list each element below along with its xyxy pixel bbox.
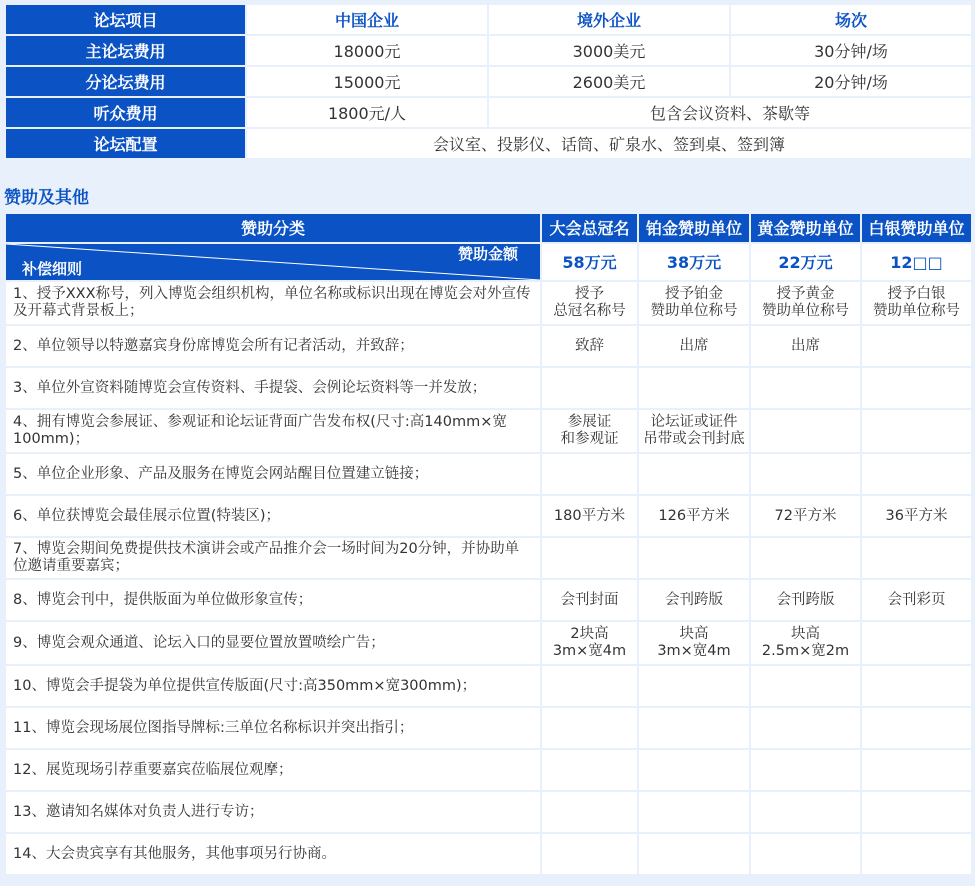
level-3-value: 出席 bbox=[750, 325, 861, 367]
sponsor-table bbox=[4, 212, 973, 876]
forum-header-china: 中国企业 bbox=[246, 4, 488, 35]
main-forum-row bbox=[5, 35, 972, 66]
benefit-item: 13、邀请知名媒体对负责人进行专访； bbox=[5, 791, 541, 833]
level-4-value: 会刊彩页 bbox=[861, 579, 972, 621]
sponsor-row bbox=[5, 325, 972, 367]
level-3-value bbox=[750, 537, 861, 579]
sponsor-row bbox=[5, 537, 972, 579]
section-title: 赞助及其他 bbox=[4, 188, 89, 208]
level-4-value bbox=[861, 453, 972, 495]
sponsor-row bbox=[5, 833, 972, 875]
level-1-value: 致辞 bbox=[541, 325, 638, 367]
level-2-value: 出席 bbox=[638, 325, 750, 367]
level-3-value bbox=[750, 749, 861, 791]
sponsor-amount-row bbox=[5, 243, 972, 281]
forum-header-row bbox=[5, 4, 972, 35]
level-title-3: 黄金赞助单位 bbox=[750, 213, 861, 243]
forum-config-value: 会议室、投影仪、话筒、矿泉水、签到桌、签到簿 bbox=[246, 128, 972, 159]
sponsor-row bbox=[5, 621, 972, 665]
level-2-value bbox=[638, 665, 750, 707]
benefit-item: 11、博览会现场展位图指导牌标:三单位名称标识并突出指引； bbox=[5, 707, 541, 749]
sub-forum-foreign: 2600美元 bbox=[488, 66, 730, 97]
level-1-value bbox=[541, 707, 638, 749]
forum-header-session: 场次 bbox=[730, 4, 972, 35]
level-2-value bbox=[638, 749, 750, 791]
level-2-value: 授予铂金 赞助单位称号 bbox=[638, 281, 750, 325]
diag-compensation-label: 补偿细则 bbox=[22, 260, 83, 278]
level-3-value bbox=[750, 409, 861, 453]
sponsor-row bbox=[5, 495, 972, 537]
forum-fee-table bbox=[4, 3, 973, 160]
sponsor-row bbox=[5, 409, 972, 453]
audience-fee-row bbox=[5, 97, 972, 128]
benefit-item: 7、博览会期间免费提供技术演讲会或产品推介会一场时间为20分钟，并协助单位邀请重要嘉宾； bbox=[5, 537, 541, 579]
level-1-value bbox=[541, 791, 638, 833]
level-4-value bbox=[861, 537, 972, 579]
sponsor-row bbox=[5, 453, 972, 495]
amount-4: 12□□ bbox=[861, 243, 972, 281]
sponsor-row bbox=[5, 665, 972, 707]
level-4-value bbox=[861, 791, 972, 833]
sub-forum-row bbox=[5, 66, 972, 97]
level-2-value bbox=[638, 367, 750, 409]
benefit-item: 8、博览会刊中，提供版面为单位做形象宣传； bbox=[5, 579, 541, 621]
benefit-item: 14、大会贵宾享有其他服务，其他事项另行协商。 bbox=[5, 833, 541, 875]
level-4-value bbox=[861, 409, 972, 453]
level-4-value: 授予白银 赞助单位称号 bbox=[861, 281, 972, 325]
level-1-value bbox=[541, 367, 638, 409]
level-2-value bbox=[638, 791, 750, 833]
audience-fee-label: 听众费用 bbox=[5, 97, 246, 128]
benefit-item: 5、单位企业形象、产品及服务在博览会网站醒目位置建立链接； bbox=[5, 453, 541, 495]
level-1-value bbox=[541, 749, 638, 791]
level-4-value bbox=[861, 325, 972, 367]
level-1-value: 会刊封面 bbox=[541, 579, 638, 621]
sponsor-row bbox=[5, 281, 972, 325]
benefit-item: 4、拥有博览会参展证、参观证和论坛证背面广告发布权(尺寸:高140mm×宽100mm)； bbox=[5, 409, 541, 453]
level-2-value bbox=[638, 453, 750, 495]
sponsor-row bbox=[5, 749, 972, 791]
benefit-item: 9、博览会观众通道、论坛入口的显要位置放置喷绘广告； bbox=[5, 621, 541, 665]
forum-header-foreign: 境外企业 bbox=[488, 4, 730, 35]
level-2-value: 126平方米 bbox=[638, 495, 750, 537]
level-2-value bbox=[638, 707, 750, 749]
sponsor-row bbox=[5, 791, 972, 833]
amount-1: 58万元 bbox=[541, 243, 638, 281]
level-3-value bbox=[750, 367, 861, 409]
sponsor-category-label: 赞助分类 bbox=[5, 213, 541, 243]
level-title-2: 铂金赞助单位 bbox=[638, 213, 750, 243]
main-forum-foreign: 3000美元 bbox=[488, 35, 730, 66]
level-2-value: 会刊跨版 bbox=[638, 579, 750, 621]
level-1-value: 授予 总冠名称号 bbox=[541, 281, 638, 325]
level-1-value bbox=[541, 665, 638, 707]
level-3-value: 块高 2.5m×宽2m bbox=[750, 621, 861, 665]
sponsor-row bbox=[5, 579, 972, 621]
level-3-value: 授予黄金 赞助单位称号 bbox=[750, 281, 861, 325]
sub-forum-session: 20分钟/场 bbox=[730, 66, 972, 97]
sub-forum-china: 15000元 bbox=[246, 66, 488, 97]
level-3-value bbox=[750, 665, 861, 707]
level-2-value bbox=[638, 833, 750, 875]
benefit-item: 1、授予XXX称号，列入博览会组织机构，单位名称或标识出现在博览会对外宣传及开幕式背景板上； bbox=[5, 281, 541, 325]
level-2-value: 块高 3m×宽4m bbox=[638, 621, 750, 665]
level-title-1: 大会总冠名 bbox=[541, 213, 638, 243]
forum-config-row bbox=[5, 128, 972, 159]
benefit-item: 6、单位获博览会最佳展示位置(特装区)； bbox=[5, 495, 541, 537]
amount-3: 22万元 bbox=[750, 243, 861, 281]
level-1-value bbox=[541, 537, 638, 579]
level-3-value bbox=[750, 453, 861, 495]
level-1-value bbox=[541, 833, 638, 875]
benefit-item: 2、单位领导以特邀嘉宾身份席博览会所有记者活动，并致辞； bbox=[5, 325, 541, 367]
level-1-value bbox=[541, 453, 638, 495]
benefit-item: 12、展览现场引荐重要嘉宾莅临展位观摩； bbox=[5, 749, 541, 791]
audience-fee-note: 包含会议资料、茶歇等 bbox=[488, 97, 972, 128]
level-3-value bbox=[750, 707, 861, 749]
level-4-value bbox=[861, 749, 972, 791]
diagonal-header-cell bbox=[5, 243, 541, 281]
diag-amount-label: 赞助金额 bbox=[457, 245, 518, 263]
level-4-value: 36平方米 bbox=[861, 495, 972, 537]
level-1-value: 2块高 3m×宽4m bbox=[541, 621, 638, 665]
level-3-value bbox=[750, 791, 861, 833]
level-4-value bbox=[861, 833, 972, 875]
level-4-value bbox=[861, 707, 972, 749]
level-2-value bbox=[638, 537, 750, 579]
level-2-value: 论坛证或证件 吊带或会刊封底 bbox=[638, 409, 750, 453]
level-3-value: 72平方米 bbox=[750, 495, 861, 537]
main-forum-label: 主论坛费用 bbox=[5, 35, 246, 66]
sponsor-row bbox=[5, 707, 972, 749]
sponsor-header-row bbox=[5, 213, 972, 243]
main-forum-session: 30分钟/场 bbox=[730, 35, 972, 66]
sponsor-row bbox=[5, 367, 972, 409]
sponsor-rows bbox=[5, 281, 972, 875]
benefit-item: 10、博览会手提袋为单位提供宣传版面(尺寸:高350mm×宽300mm)； bbox=[5, 665, 541, 707]
sub-forum-label: 分论坛费用 bbox=[5, 66, 246, 97]
level-3-value: 会刊跨版 bbox=[750, 579, 861, 621]
forum-header-item: 论坛项目 bbox=[5, 4, 246, 35]
level-1-value: 参展证 和参观证 bbox=[541, 409, 638, 453]
amount-2: 38万元 bbox=[638, 243, 750, 281]
forum-config-label: 论坛配置 bbox=[5, 128, 246, 159]
audience-fee-price: 1800元/人 bbox=[246, 97, 488, 128]
level-4-value bbox=[861, 665, 972, 707]
level-4-value bbox=[861, 621, 972, 665]
level-title-4: 白银赞助单位 bbox=[861, 213, 972, 243]
level-4-value bbox=[861, 367, 972, 409]
main-forum-china: 18000元 bbox=[246, 35, 488, 66]
level-3-value bbox=[750, 833, 861, 875]
benefit-item: 3、单位外宣资料随博览会宣传资料、手提袋、会例论坛资料等一并发放； bbox=[5, 367, 541, 409]
level-1-value: 180平方米 bbox=[541, 495, 638, 537]
